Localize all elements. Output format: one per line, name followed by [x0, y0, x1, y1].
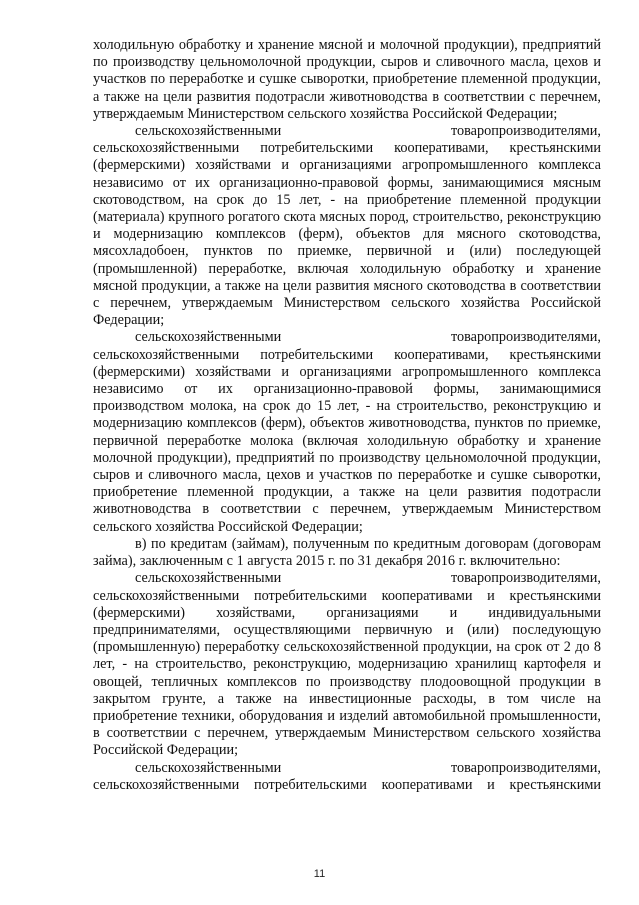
paragraph-5-first-line: [93, 570, 601, 587]
paragraph-continuation: холодильную обработку и хранение мясной и молочной продукции), предприятий по производству цельномолочной продукции, сыров и сливочного масла, цехов и участков по переработке и сушке сыворотки, приобретение племенной продукции, а также на цели развития подотрасли животноводства в соответствии с перечнем, утверждаемым Министерством сельского хозяйства Российской Федерации;: [93, 37, 601, 122]
first-line-right-word: товаропроизводителями,: [450, 570, 601, 587]
first-line-right-word: товаропроизводителями,: [450, 329, 601, 346]
paragraph-3: сельскохозяйственными потребительскими кооперативами, крестьянскими (фермерскими) хозяйствами и организациями агропромышленного комплекса независимо от их организационно-правовой формы, занимающимися производством молока, на срок до 15 лет, - на строительство, реконструкцию и модернизацию комплексов (ферм), объектов животноводства, пунктов по приемке, первичной переработке молока (включая холодильную обработку и хранение молочной продукции), предприятий по производству цельномолочной продукции, сыров и сливочного масла, цехов и участков по переработке и сушке сыворотки, приобретение племенной продукции, а также на цели развития подотрасли животноводства в соответствии с перечнем, утверждаемым Министерством сельского хозяйства Российской Федерации;: [93, 346, 601, 535]
first-line-left-word: сельскохозяйственными: [135, 329, 282, 346]
paragraph-2: сельскохозяйственными потребительскими кооперативами, крестьянскими (фермерскими) хозяйствами и организациями агропромышленного комплекса независимо от их организационно-правовой формы, занимающимися мясным скотоводством, на срок до 15 лет, - на приобретение племенной продукции (материала) крупного рогатого скота мясных пород, строительство, реконструкцию и модернизацию комплексов (ферм), объектов для мясного скотоводства, мясохладобоен, пунктов по приемке, первичной и (или) последующей (промышленной) переработке, включая холодильную обработку и хранение мясной продукции, а также на цели развития мясного скотоводства в соответствии с перечнем, утверждаемым Министерством сельского хозяйства Российской Федерации;: [93, 140, 601, 329]
paragraph-6: сельскохозяйственными потребительскими кооперативами и крестьянскими: [93, 776, 601, 793]
paragraph-4-item-v: в) по кредитам (займам), полученным по кредитным договорам (договорам займа), заключенным с 1 августа 2015 г. по 31 декабря 2016 г. включительно:: [93, 535, 601, 570]
first-line-right-word: товаропроизводителями,: [450, 759, 601, 776]
paragraph-2-first-line: [93, 123, 601, 140]
first-line-right-word: товаропроизводителями,: [450, 123, 601, 140]
page-number: 11: [313, 868, 326, 880]
paragraph-3-first-line: [93, 329, 601, 346]
paragraph-5: сельскохозяйственными потребительскими кооперативами и крестьянскими (фермерскими) хозяйствами, организациями и индивидуальными предпринимателями, осуществляющими первичную и (или) последующую (промышленную) переработку сельскохозяйственной продукции, на срок от 2 до 8 лет, - на строительство, реконструкцию, модернизацию хранилищ картофеля и овощей, тепличных комплексов по производству плодоовощной продукции в закрытом грунте, а также на инвестиционные расходы, в том числе на приобретение техники, оборудования и изделий автомобильной промышленности, в соответствии с перечнем, утверждаемым Министерством сельского хозяйства Российской Федерации;: [93, 587, 601, 759]
first-line-left-word: сельскохозяйственными: [135, 759, 282, 776]
body-text: [93, 37, 601, 794]
first-line-left-word: сельскохозяйственными: [135, 123, 282, 140]
first-line-left-word: сельскохозяйственными: [135, 570, 282, 587]
paragraph-6-first-line: [93, 760, 601, 777]
